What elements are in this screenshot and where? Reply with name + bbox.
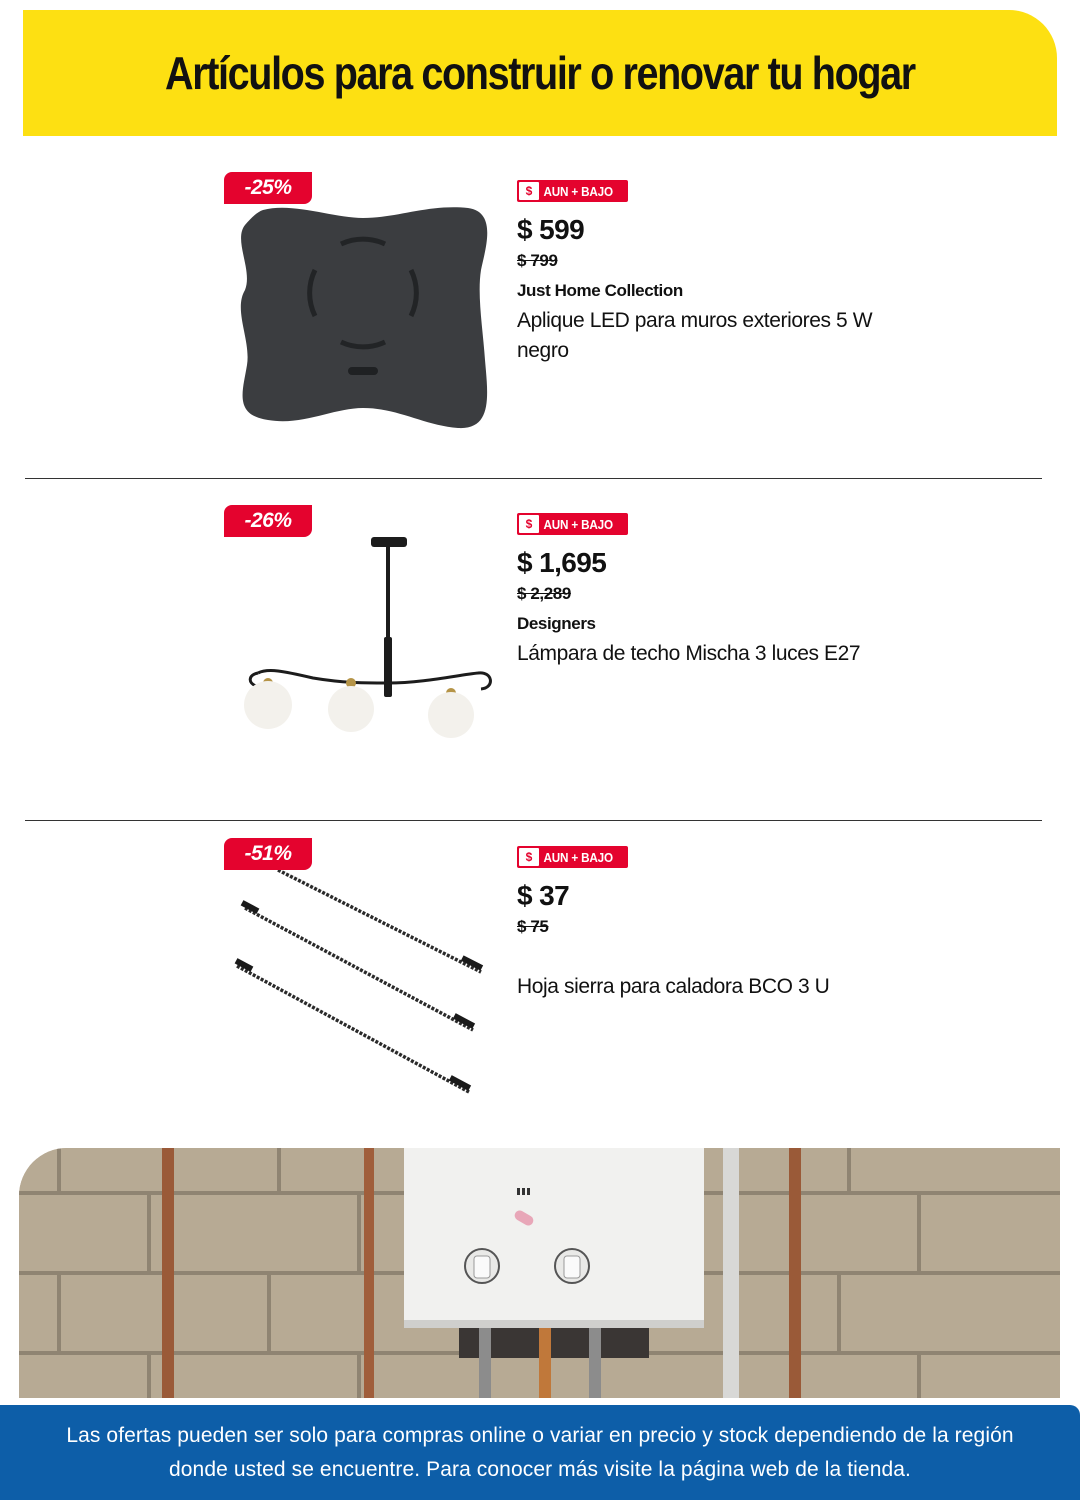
price-tag-icon: $ <box>519 182 539 200</box>
water-heater-banner-image[interactable] <box>19 1148 1060 1398</box>
product-brand <box>517 946 937 968</box>
product-name[interactable]: Hoja sierra para caladora BCO 3 U <box>517 975 830 998</box>
saw-blades-image[interactable] <box>223 856 503 1106</box>
promo-label: AUN + BAJO <box>543 516 613 532</box>
promo-label: AUN + BAJO <box>543 849 613 865</box>
disclaimer-text: Las ofertas pueden ser solo para compras online o variar en precio y stock dependiendo de la región donde usted se encuentre. Para conocer más visite la página web de la tienda. <box>66 1423 1014 1481</box>
product-price: $ 37 <box>517 880 570 911</box>
wall-light-image[interactable] <box>223 190 503 440</box>
page-header <box>23 10 1057 136</box>
promo-label: AUN + BAJO <box>543 183 613 199</box>
product-price: $ 1,695 <box>517 547 607 578</box>
price-tag-icon: $ <box>519 848 539 866</box>
price-tag-icon: $ <box>519 515 539 533</box>
product-card[interactable] <box>25 505 1042 795</box>
discount-badge: -26% <box>224 505 312 537</box>
discount-badge: -51% <box>224 838 312 870</box>
product-name[interactable]: Aplique LED para muros exteriores 5 W negro <box>517 309 873 362</box>
divider <box>25 478 1042 479</box>
product-card[interactable] <box>25 838 1042 1128</box>
product-info <box>517 180 937 366</box>
discount-badge: -25% <box>224 172 312 204</box>
product-brand: Just Home Collection <box>517 281 683 300</box>
product-card[interactable] <box>25 172 1042 462</box>
disclaimer-footer <box>0 1405 1080 1500</box>
product-old-price: $ 75 <box>517 917 549 936</box>
ceiling-lamp-image[interactable] <box>223 523 503 773</box>
product-brand: Designers <box>517 614 596 633</box>
divider <box>25 820 1042 821</box>
promo-tag <box>517 180 628 202</box>
product-price: $ 599 <box>517 214 585 245</box>
product-info <box>517 513 937 669</box>
product-old-price: $ 2,289 <box>517 584 571 603</box>
promo-tag <box>517 513 628 535</box>
product-info <box>517 846 937 1002</box>
product-name[interactable]: Lámpara de techo Mischa 3 luces E27 <box>517 642 861 665</box>
product-old-price: $ 799 <box>517 251 558 270</box>
page-title: Artículos para construir o renovar tu hogar <box>165 47 915 99</box>
promo-tag <box>517 846 628 868</box>
